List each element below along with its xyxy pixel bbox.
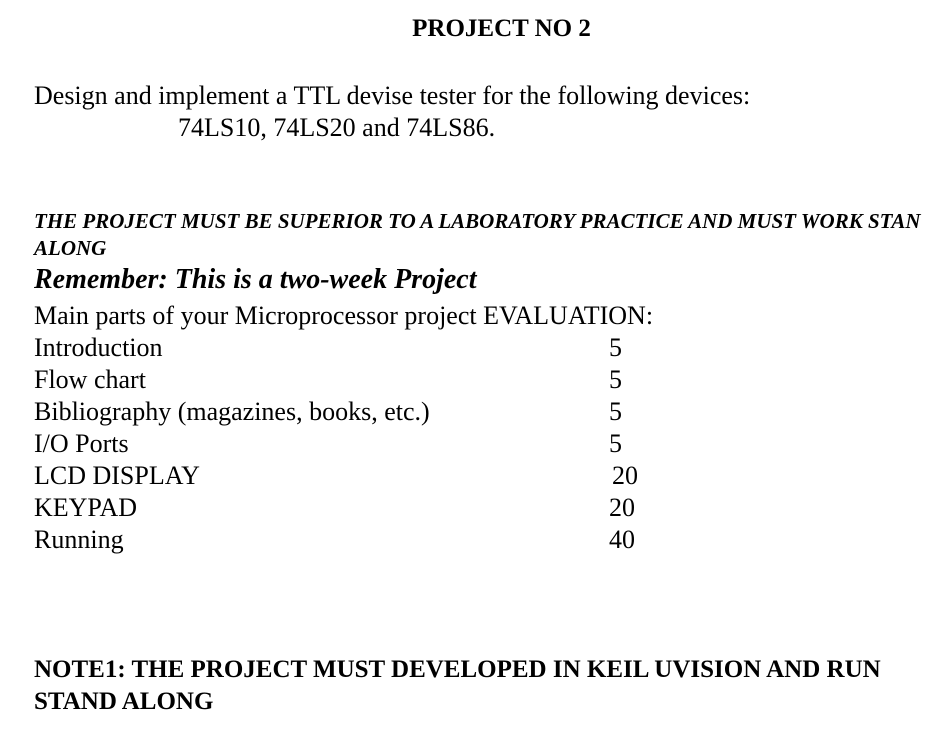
evaluation-label: LCD DISPLAY xyxy=(34,461,200,490)
intro-text: Design and implement a TTL devise tester for the following devices: xyxy=(34,81,751,110)
evaluation-row xyxy=(34,332,674,364)
evaluation-label: Bibliography (magazines, books, etc.) xyxy=(34,397,430,426)
evaluation-score: 5 xyxy=(609,429,622,458)
evaluation-score: 5 xyxy=(609,333,622,362)
warning-text: THE PROJECT MUST BE SUPERIOR TO A LABORATORY PRACTICE AND MUST WORK STAN ALONG xyxy=(34,209,921,260)
page-title: PROJECT NO 2 xyxy=(412,15,591,42)
devices-list-text: 74LS10, 74LS20 and 74LS86. xyxy=(178,113,496,142)
note-text: NOTE1: THE PROJECT MUST DEVELOPED IN KEIL UVISION AND RUN STAND ALONG xyxy=(34,656,881,715)
evaluation-label: Flow chart xyxy=(34,365,146,394)
evaluation-score: 40 xyxy=(609,525,635,554)
evaluation-row xyxy=(34,460,674,492)
evaluation-heading: Main parts of your Microprocessor project EVALUATION: xyxy=(34,301,654,330)
remember-text: Remember: This is a two-week Project xyxy=(34,264,477,295)
evaluation-label: Running xyxy=(34,525,124,554)
evaluation-label: KEYPAD xyxy=(34,493,138,522)
evaluation-list xyxy=(34,332,674,556)
evaluation-row xyxy=(34,428,674,460)
evaluation-label: Introduction xyxy=(34,333,163,362)
evaluation-score: 5 xyxy=(609,365,622,394)
evaluation-row xyxy=(34,396,674,428)
evaluation-row xyxy=(34,364,674,396)
evaluation-score: 20 xyxy=(612,461,638,490)
evaluation-label: I/O Ports xyxy=(34,429,129,458)
evaluation-score: 20 xyxy=(609,493,635,522)
evaluation-row xyxy=(34,492,674,524)
evaluation-score: 5 xyxy=(609,397,622,426)
evaluation-row xyxy=(34,524,674,556)
